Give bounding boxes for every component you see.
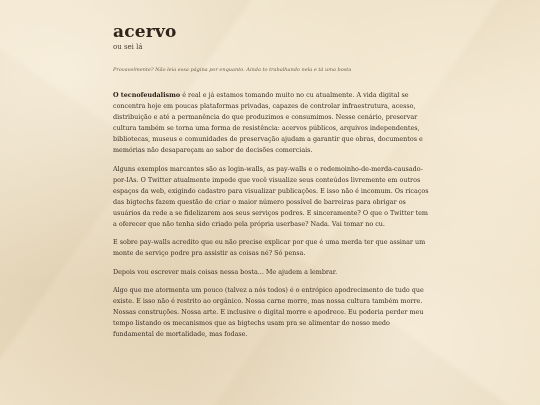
- article-paragraph-5: Algo que me atormenta um pouco (talvez a nós todos) é o entrópico apodrecimento de tudo que existe. E isso não é restrito ao orgânico. Nossa carne morre, mas nossa cultura também morre. Nossas construções. Nossa arte. E inclusive o digital morre e apodrece. Eu poderia perder meu tempo listando os mecanismos que as bigtechs usam pra se alimentar do nosso medo fundamental de mortalidade, mas fodase.: [113, 286, 424, 338]
- article-paragraph-1: [113, 90, 431, 156]
- article-paragraph-4: Depois vou escrever mais coisas nessa bosta... Me ajudem a lembrar.: [113, 267, 338, 276]
- article-body: [113, 90, 431, 348]
- site-title[interactable]: acervo: [113, 22, 177, 42]
- paragraph-1-text: é real e já estamos tomando muito no cu atualmente. A vida digital se concentra hoje em poucas plataformas privadas, capazes de controlar infraestrutura, acesso, distribuição e até a permanência do que produzimos e consumimos. Nesse cenário, preservar cultura também se torna uma forma de resistência: acervos públicos, arquivos independentes, bibliotecas, museus e comunidades de preservação ajudam a garantir que obras, documentos e memórias não desapareçam ao sabor de decisões comerciais.: [113, 91, 423, 154]
- draft-notice: Provavelmente? Não leia essa página por enquanto. Ainda to trabalhando nela e tá uma bosta: [113, 67, 352, 73]
- article-paragraph-3: E sobre pay-walls acredito que eu não precise explicar por que é uma merda ter que assinar um monte de serviço podre pra assistir as coisas né? Só pensa.: [113, 238, 426, 257]
- term-tecnofeudalismo: O tecnofeudalismo: [113, 91, 181, 99]
- site-subtitle: ou sei lá: [113, 43, 143, 51]
- article-paragraph-2: Alguns exemplos marcantes são as login-walls, as pay-walls e o redemoinho-de-merda-causado-por-IAs. O Twitter atualmente impede que você visualize seus conteúdos livremente em outros espaços da web, exigindo cadastro para visualizar publicações. E isso não é incomum. Os ricaços das bigtechs fazem questão de criar o maior número possível de barreiras para obrigar os usuários da rede a se fidelizarem aos seus serviços podres. E sinceramente? O que o Twitter tem a oferecer que não tenha sido criado pela própria userbase? Nada. Vai tomar no cu.: [113, 164, 429, 228]
